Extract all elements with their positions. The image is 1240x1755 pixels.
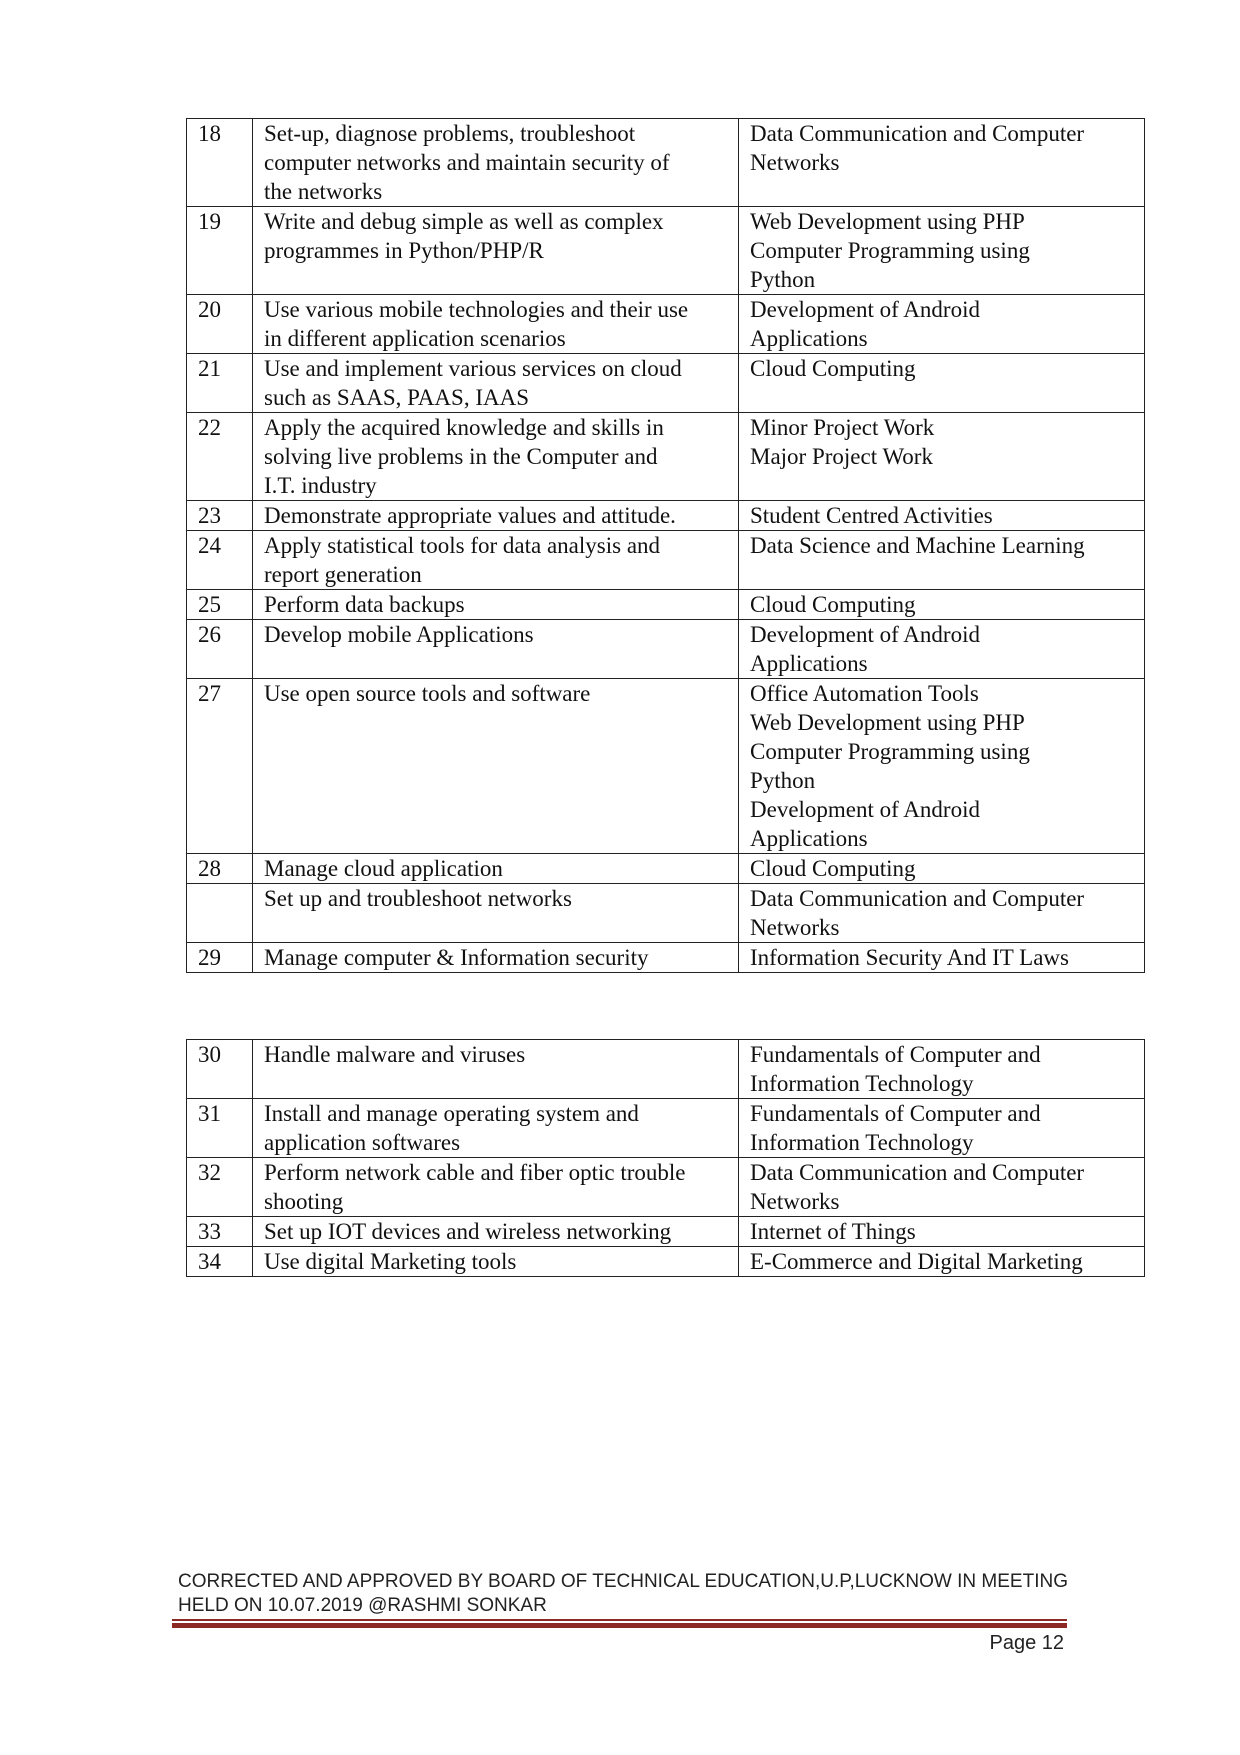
table-row [187,884,1145,943]
course-text-line: Development of Android [750,797,980,822]
course-cell [739,413,1145,501]
row-number-cell [187,943,253,973]
outcome-text-line: Use various mobile technologies and their use [264,297,689,322]
outcome-text-line: Set up and troubleshoot networks [264,886,572,911]
course-cell [739,1217,1145,1247]
row-number: 25 [198,592,221,617]
course-cell [739,1247,1145,1277]
footer-approval-note [178,1570,1078,1618]
row-number-cell [187,1099,253,1158]
outcome-text-line: Use open source tools and software [264,681,591,706]
course-cell [739,1158,1145,1217]
course-cell [739,295,1145,354]
row-number-cell [187,1158,253,1217]
outcome-cell [253,207,739,295]
outcome-cell [253,1040,739,1099]
outcome-cell [253,943,739,973]
row-number-cell [187,620,253,679]
outcome-text-line: Set-up, diagnose problems, troubleshoot [264,121,636,146]
table-row [187,1158,1145,1217]
course-text-line: Web Development using PHP [750,209,1025,234]
outcome-text-line: Use and implement various services on cloud [264,356,682,381]
course-cell [739,943,1145,973]
outcome-text-line: report generation [264,562,422,587]
row-number-cell [187,119,253,207]
outcome-cell [253,295,739,354]
outcome-text-line: Manage computer & Information security [264,945,649,970]
outcome-text-line: Manage cloud application [264,856,503,881]
course-text-line: Python [750,267,816,292]
outcome-text-line: the networks [264,179,383,204]
outcome-text-line: Apply statistical tools for data analysis and [264,533,661,558]
outcomes-table-2-body [187,1040,1145,1277]
row-number: 32 [198,1160,221,1185]
course-text-line: Computer Programming using [750,238,1030,263]
page-number: Page 12 [989,1632,1064,1654]
course-cell [739,620,1145,679]
outcome-text-line: shooting [264,1189,344,1214]
course-text-line: Networks [750,915,840,940]
outcome-cell [253,1217,739,1247]
course-text-line: Information Technology [750,1130,974,1155]
footer-divider-thin [172,1619,1067,1621]
outcome-cell [253,884,739,943]
course-cell [739,590,1145,620]
table-row [187,620,1145,679]
course-cell [739,1040,1145,1099]
outcome-text-line: application softwares [264,1130,461,1155]
row-number: 26 [198,622,221,647]
outcome-text-line: Perform network cable and fiber optic trouble [264,1160,686,1185]
row-number: 33 [198,1219,221,1244]
course-text-line: Internet of Things [750,1219,916,1244]
row-number-cell [187,295,253,354]
course-text-line: Data Communication and Computer [750,121,1085,146]
course-cell [739,854,1145,884]
course-cell [739,531,1145,590]
outcome-cell [253,1158,739,1217]
row-number-cell [187,207,253,295]
row-number-cell [187,1217,253,1247]
outcomes-table-1-body [187,119,1145,973]
outcomes-table-2 [186,1039,1145,1277]
table-row [187,354,1145,413]
table-row [187,679,1145,854]
row-number-cell [187,590,253,620]
table-row [187,413,1145,501]
course-text-line: Fundamentals of Computer and [750,1101,1041,1126]
table-row [187,501,1145,531]
outcome-cell [253,590,739,620]
course-cell [739,501,1145,531]
course-text-line: Python [750,768,816,793]
table-row [187,1217,1145,1247]
course-text-line: Data Communication and Computer [750,1160,1085,1185]
row-number: 22 [198,415,221,440]
course-text-line: Applications [750,826,868,851]
course-text-line: Applications [750,651,868,676]
row-number-cell [187,679,253,854]
table-row [187,531,1145,590]
row-number-cell [187,531,253,590]
outcome-text-line: Perform data backups [264,592,465,617]
course-text-line: Development of Android [750,297,980,322]
course-cell [739,207,1145,295]
outcome-text-line: Apply the acquired knowledge and skills in [264,415,664,440]
outcomes-table-1 [186,118,1145,973]
row-number-cell [187,854,253,884]
course-text-line: Cloud Computing [750,592,916,617]
row-number: 19 [198,209,221,234]
outcome-text-line: Install and manage operating system and [264,1101,639,1126]
course-cell [739,679,1145,854]
table-row [187,1099,1145,1158]
course-text-line: Office Automation Tools [750,681,979,706]
course-text-line: Fundamentals of Computer and [750,1042,1041,1067]
row-number-cell [187,501,253,531]
row-number-cell [187,1040,253,1099]
outcome-text-line: solving live problems in the Computer and [264,444,658,469]
outcome-cell [253,501,739,531]
row-number-cell [187,1247,253,1277]
row-number: 18 [198,121,221,146]
course-text-line: E-Commerce and Digital Marketing [750,1249,1083,1274]
row-number: 30 [198,1042,221,1067]
row-number: 28 [198,856,221,881]
table-row [187,119,1145,207]
course-text-line: Cloud Computing [750,856,916,881]
outcome-text-line: computer networks and maintain security of [264,150,670,175]
outcome-cell [253,679,739,854]
course-text-line: Minor Project Work [750,415,935,440]
outcome-cell [253,854,739,884]
outcome-cell [253,119,739,207]
course-text-line: Student Centred Activities [750,503,993,528]
row-number-cell [187,354,253,413]
outcome-cell [253,1247,739,1277]
footer-divider-thick [172,1623,1067,1628]
row-number-cell [187,413,253,501]
course-text-line: Data Science and Machine Learning [750,533,1085,558]
course-text-line: Networks [750,1189,840,1214]
outcome-cell [253,413,739,501]
outcome-text-line: Develop mobile Applications [264,622,534,647]
table-row [187,943,1145,973]
footer-line-2: HELD ON 10.07.2019 @RASHMI SONKAR [178,1595,547,1616]
outcome-text-line: such as SAAS, PAAS, IAAS [264,385,529,410]
row-number: 20 [198,297,221,322]
row-number: 27 [198,681,221,706]
table-row [187,854,1145,884]
outcome-text-line: I.T. industry [264,473,377,498]
row-number: 29 [198,945,221,970]
row-number: 21 [198,356,221,381]
row-number: 24 [198,533,221,558]
outcome-text-line: programmes in Python/PHP/R [264,238,544,263]
table-row [187,1247,1145,1277]
outcome-cell [253,531,739,590]
table-row [187,1040,1145,1099]
row-number: 23 [198,503,221,528]
course-cell [739,119,1145,207]
course-cell [739,884,1145,943]
outcome-cell [253,620,739,679]
course-text-line: Information Security And IT Laws [750,945,1069,970]
outcome-text-line: Set up IOT devices and wireless networking [264,1219,672,1244]
outcome-cell [253,354,739,413]
course-text-line: Applications [750,326,868,351]
table-row [187,590,1145,620]
table-row [187,207,1145,295]
course-text-line: Networks [750,150,840,175]
course-text-line: Development of Android [750,622,980,647]
row-number: 31 [198,1101,221,1126]
outcome-text-line: Use digital Marketing tools [264,1249,517,1274]
course-text-line: Data Communication and Computer [750,886,1085,911]
course-cell [739,1099,1145,1158]
row-number: 34 [198,1249,221,1274]
outcome-text-line: in different application scenarios [264,326,566,351]
course-text-line: Computer Programming using [750,739,1030,764]
outcome-text-line: Write and debug simple as well as complex [264,209,664,234]
course-cell [739,354,1145,413]
outcome-text-line: Handle malware and viruses [264,1042,526,1067]
row-number-cell [187,884,253,943]
course-text-line: Information Technology [750,1071,974,1096]
course-text-line: Major Project Work [750,444,933,469]
footer-line-1: CORRECTED AND APPROVED BY BOARD OF TECHNICAL EDUCATION,U.P,LUCKNOW IN MEETING [178,1571,1068,1592]
outcome-cell [253,1099,739,1158]
course-text-line: Web Development using PHP [750,710,1025,735]
table-row [187,295,1145,354]
course-text-line: Cloud Computing [750,356,916,381]
outcome-text-line: Demonstrate appropriate values and attitude. [264,503,676,528]
